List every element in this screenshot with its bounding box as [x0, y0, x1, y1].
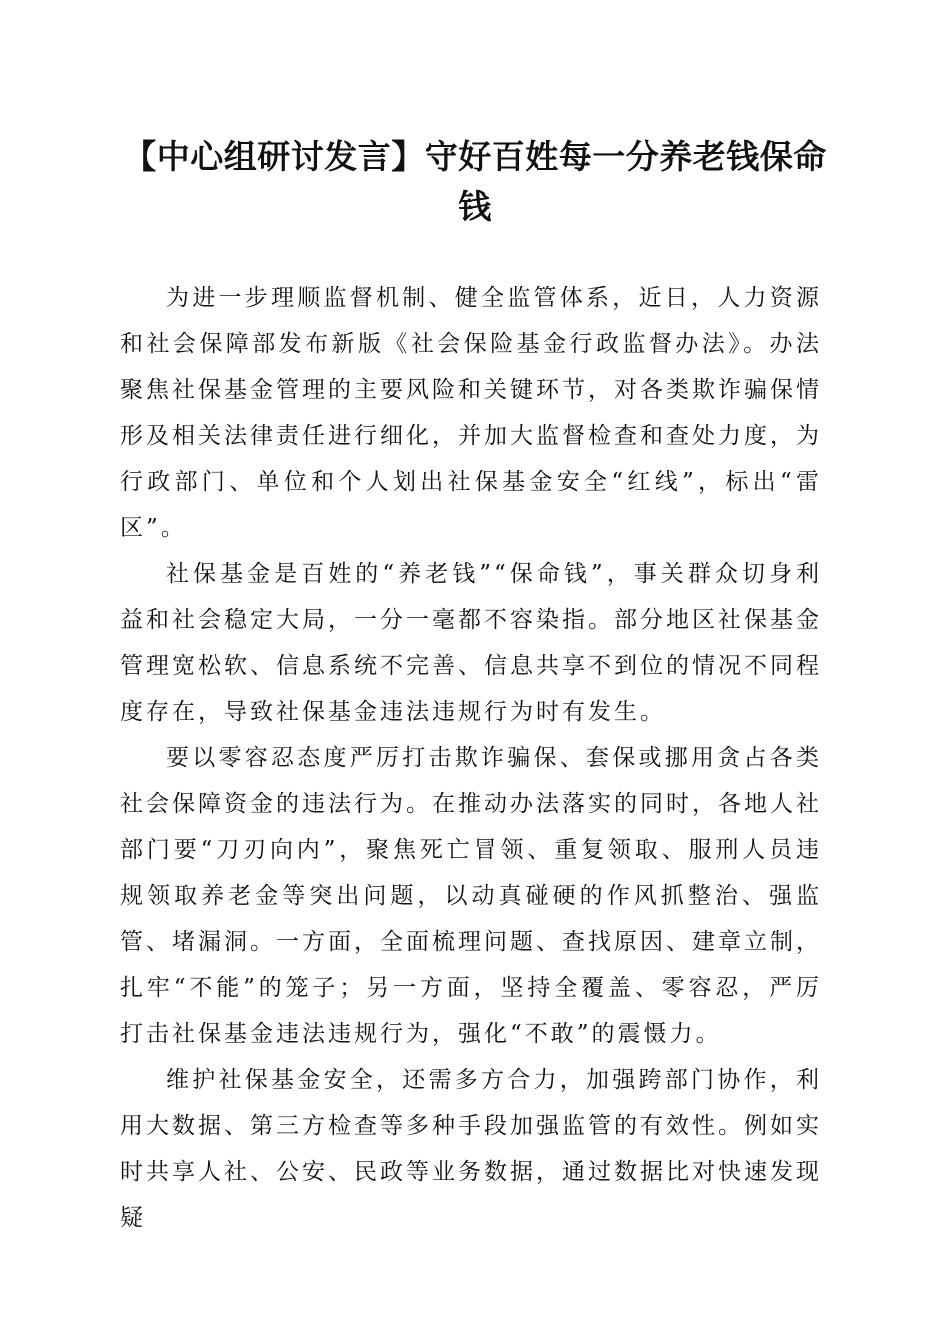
- paragraph-1: 为进一步理顺监督机制、健全监管体系，近日，人力资源和社会保障部发布新版《社会保险基金行政监督办法》。办法聚焦社保基金管理的主要风险和关键环节，对各类欺诈骗保情形及相关法律责任进行细化，并加大监督检查和查处力度，为行政部门、单位和个人划出社保基金安全“红线”，标出“雷区”。: [120, 285, 822, 541]
- document-title: 【中心组研讨发言】守好百姓每一分养老钱保命钱: [123, 137, 827, 226]
- paragraph-3: 要以零容忍态度严厉打击欺诈骗保、套保或挪用贪占各类社会保障资金的违法行为。在推动办法落实的同时，各地人社部门要“刀刃向内”，聚焦死亡冒领、重复领取、服刑人员违规领取养老金等突出问题，以动真碰硬的作风抓整治、强监管、堵漏洞。一方面，全面梳理问题、查找原因、建章立制，扎牢“不能”的笼子；另一方面，坚持全覆盖、零容忍，严厉打击社保基金违法违规行为，强化“不敢”的震慑力。: [120, 745, 822, 1047]
- paragraph-2: 社保基金是百姓的“养老钱”“保命钱”，事关群众切身利益和社会稳定大局，一分一毫都不容染指。部分地区社保基金管理宽松软、信息系统不完善、信息共享不到位的情况不同程度存在，导致社保基金违法违规行为时有发生。: [120, 561, 822, 725]
- paragraph-4: 维护社保基金安全，还需多方合力，加强跨部门协作，利用大数据、第三方检查等多种手段加强监管的有效性。例如实时共享人社、公安、民政等业务数据，通过数据比对快速发现疑: [120, 1067, 822, 1231]
- document-body: [120, 275, 822, 1241]
